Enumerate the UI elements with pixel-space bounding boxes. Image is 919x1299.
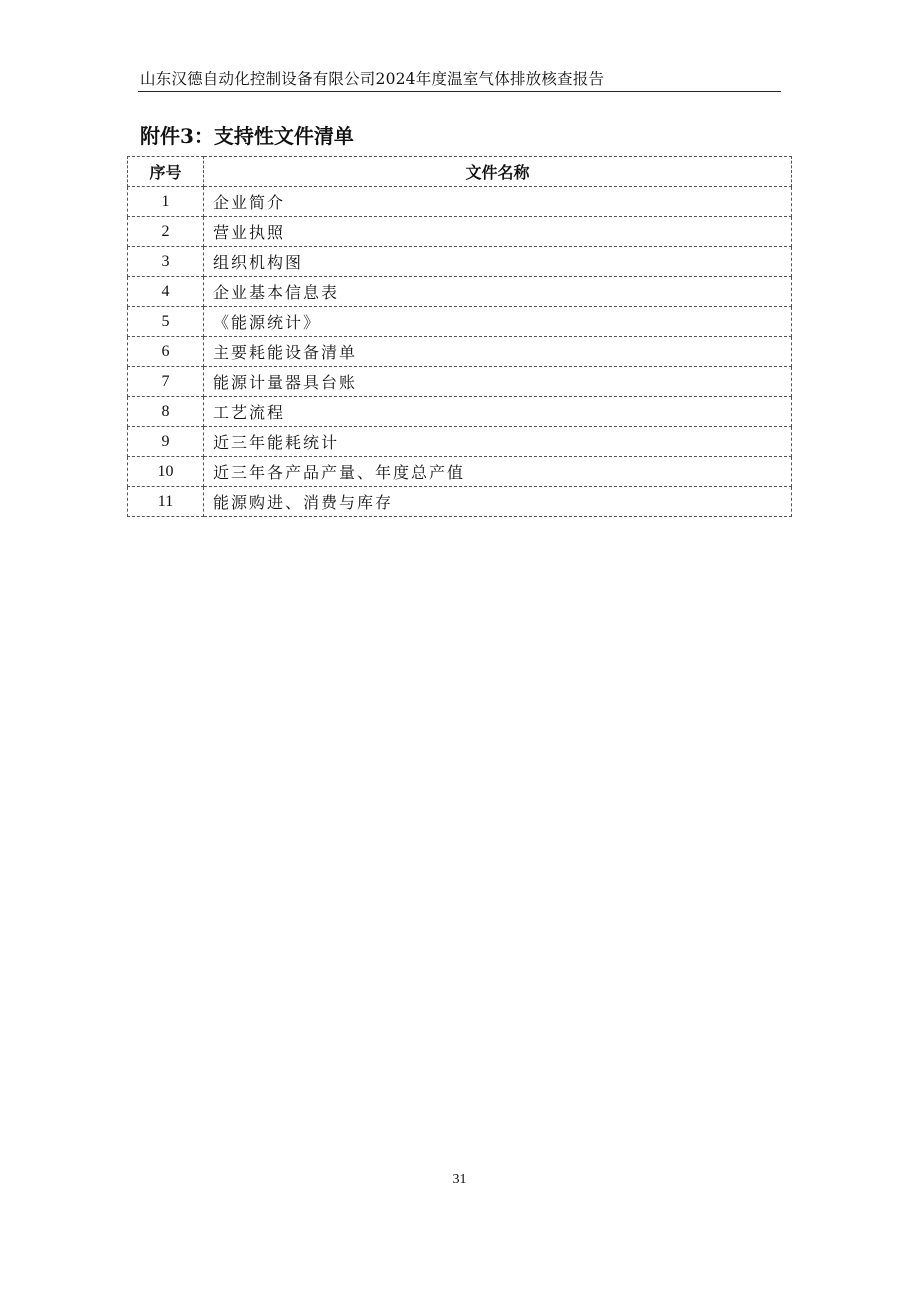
row-number: 8 — [128, 397, 204, 427]
section-title: 附件3：支持性文件清单 — [140, 124, 354, 148]
column-header-serial: 序号 — [128, 157, 204, 187]
document-name: 近三年能耗统计 — [204, 427, 792, 457]
document-name: 能源购进、消费与库存 — [204, 487, 792, 517]
row-number: 4 — [128, 277, 204, 307]
row-number: 6 — [128, 337, 204, 367]
row-number: 11 — [128, 487, 204, 517]
page-number: 31 — [452, 1172, 467, 1187]
document-name: 主要耗能设备清单 — [204, 337, 792, 367]
document-name: 企业基本信息表 — [204, 277, 792, 307]
table-row — [128, 457, 792, 487]
row-number: 9 — [128, 427, 204, 457]
table-row — [128, 367, 792, 397]
document-name: 工艺流程 — [204, 397, 792, 427]
supporting-documents-table — [127, 156, 792, 517]
row-number: 10 — [128, 457, 204, 487]
document-name: 企业简介 — [204, 187, 792, 217]
table-row — [128, 247, 792, 277]
document-name: 近三年各产品产量、年度总产值 — [204, 457, 792, 487]
document-name: 组织机构图 — [204, 247, 792, 277]
row-number: 2 — [128, 217, 204, 247]
document-name: 《能源统计》 — [204, 307, 792, 337]
header-divider — [138, 91, 781, 92]
table-row — [128, 307, 792, 337]
running-header: 山东汉德自动化控制设备有限公司2024年度温室气体排放核查报告 — [140, 70, 605, 88]
row-number: 5 — [128, 307, 204, 337]
table-row — [128, 397, 792, 427]
table-row — [128, 277, 792, 307]
row-number: 1 — [128, 187, 204, 217]
table-row — [128, 337, 792, 367]
document-name: 营业执照 — [204, 217, 792, 247]
row-number: 7 — [128, 367, 204, 397]
table-row — [128, 427, 792, 457]
document-name: 能源计量器具台账 — [204, 367, 792, 397]
table-row — [128, 487, 792, 517]
table-header-row — [128, 157, 792, 187]
table-row — [128, 217, 792, 247]
column-header-document-name: 文件名称 — [204, 157, 792, 187]
table-row — [128, 187, 792, 217]
row-number: 3 — [128, 247, 204, 277]
